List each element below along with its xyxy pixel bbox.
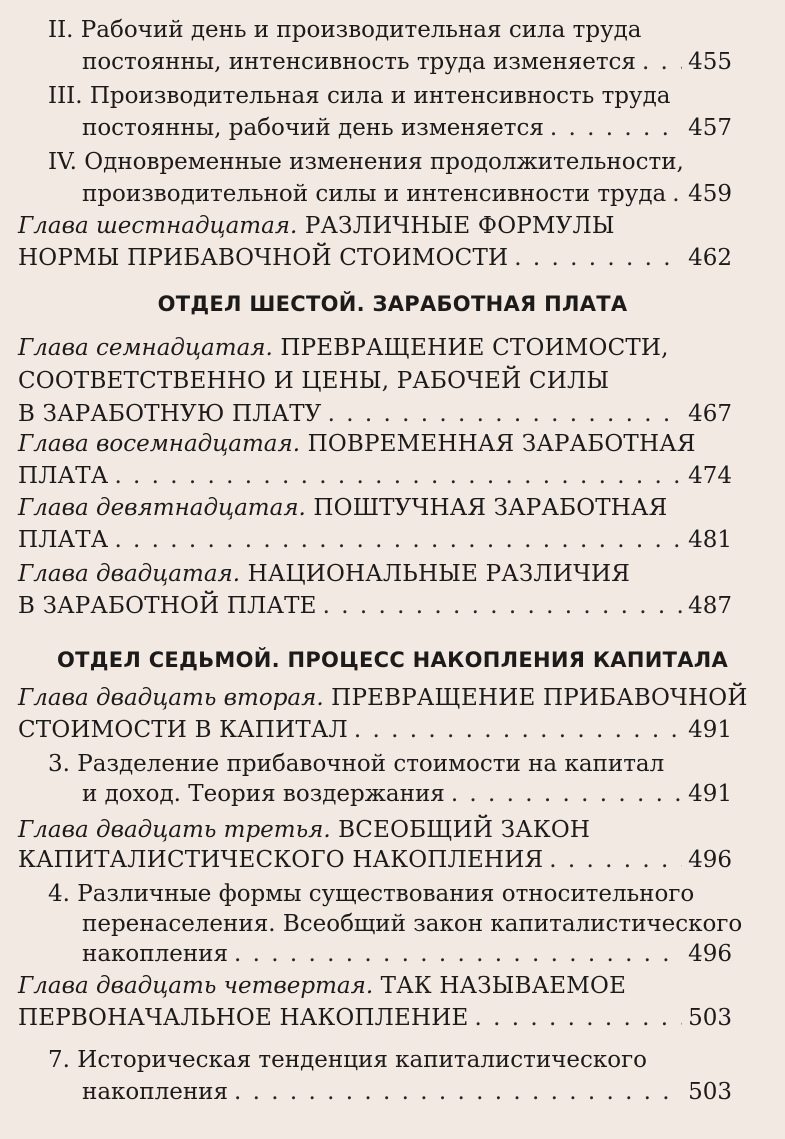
toc-entry-text: и доход. Теория воздержания	[82, 781, 445, 807]
dot-leader	[514, 240, 682, 276]
page-number: 474	[688, 463, 732, 489]
chapter-title-line	[18, 968, 626, 1004]
toc-entry-text: производительной силы и интенсивности труда	[82, 181, 667, 207]
chapter-title: ПРЕВРАЩЕНИЕ ПРИБАВОЧНОЙ	[323, 685, 748, 711]
chapter-title: ПОШТУЧНАЯ ЗАРАБОТНАЯ	[305, 495, 668, 521]
page-number: 481	[688, 527, 732, 553]
dot-leader	[549, 842, 682, 878]
page-number: 459	[688, 181, 732, 207]
chapter-title-line	[18, 680, 748, 716]
chapter-title: НАЦИОНАЛЬНЫЕ РАЗЛИЧИЯ	[240, 561, 631, 587]
dot-leader	[451, 776, 682, 812]
page-number: 491	[688, 781, 732, 807]
toc-entry-text: КАПИТАЛИСТИЧЕСКОГО НАКОПЛЕНИЯ	[18, 847, 544, 873]
chapter-label: Глава двадцать третья.	[18, 817, 331, 843]
toc-entry-last-line	[18, 240, 732, 276]
toc-entry-last-line	[82, 110, 732, 146]
dot-leader	[114, 522, 682, 558]
toc-entry-line: 4. Различные формы существования относительного	[48, 881, 695, 907]
toc-entry-line: II. Рабочий день и производительная сила труда	[48, 17, 642, 43]
dot-leader	[354, 712, 682, 748]
toc-entry-text: НОРМЫ ПРИБАВОЧНОЙ СТОИМОСТИ	[18, 245, 509, 271]
dot-leader	[672, 176, 682, 212]
chapter-label: Глава девятнадцатая.	[18, 495, 306, 521]
toc-entry-line: III. Производительная сила и интенсивность труда	[48, 83, 671, 109]
dot-leader	[475, 1000, 683, 1036]
section-heading: ОТДЕЛ СЕДЬМОЙ. ПРОЦЕСС НАКОПЛЕНИЯ КАПИТАЛА	[56, 648, 729, 672]
toc-entry-last-line	[82, 44, 732, 80]
toc-entry-text: ПЛАТА	[18, 463, 109, 489]
toc-entry-line: IV. Одновременные изменения продолжительности,	[48, 149, 684, 175]
toc-entry-last-line	[18, 588, 732, 624]
chapter-label: Глава восемнадцатая.	[18, 431, 301, 457]
toc-entry-last-line	[82, 176, 732, 212]
toc-entry-text: постоянны, интенсивность труда изменяется	[82, 49, 636, 75]
dot-leader	[642, 44, 682, 80]
chapter-label: Глава двадцать вторая.	[18, 685, 324, 711]
toc-entry-last-line	[82, 936, 732, 972]
toc-entry-line: 7. Историческая тенденция капиталистического	[48, 1047, 648, 1073]
toc-entry-last-line	[18, 712, 732, 748]
page-number: 491	[688, 717, 732, 743]
dot-leader	[550, 110, 682, 146]
page-number: 503	[688, 1005, 732, 1031]
chapter-title-line: СООТВЕТСТВЕННО И ЦЕНЫ, РАБОЧЕЙ СИЛЫ	[18, 368, 610, 394]
toc-entry-text: накопления	[82, 941, 228, 967]
page-number: 457	[688, 115, 732, 141]
toc-entry-last-line	[18, 1000, 732, 1036]
toc-entry-text: ПЕРВОНАЧАЛЬНОЕ НАКОПЛЕНИЕ	[18, 1005, 469, 1031]
page-number: 467	[688, 401, 732, 427]
chapter-label: Глава двадцатая.	[18, 561, 241, 587]
section-heading: ОТДЕЛ ШЕСТОЙ. ЗАРАБОТНАЯ ПЛАТА	[157, 292, 628, 316]
toc-entry-line: перенаселения. Всеобщий закон капиталистического	[82, 911, 743, 937]
chapter-title: ПРЕВРАЩЕНИЕ СТОИМОСТИ,	[272, 335, 669, 361]
page-number: 496	[688, 847, 732, 873]
page-number: 462	[688, 245, 732, 271]
toc-entry-text: СТОИМОСТИ В КАПИТАЛ	[18, 717, 348, 743]
chapter-title: РАЗЛИЧНЫЕ ФОРМУЛЫ	[297, 213, 615, 239]
dot-leader	[234, 1074, 682, 1110]
dot-leader	[323, 588, 682, 624]
page-number: 503	[688, 1079, 732, 1105]
toc-entry-text: В ЗАРАБОТНУЮ ПЛАТУ	[18, 401, 322, 427]
page-number: 455	[688, 49, 732, 75]
page-number: 496	[688, 941, 732, 967]
chapter-title: ВСЕОБЩИЙ ЗАКОН	[330, 817, 591, 843]
page-number: 487	[688, 593, 732, 619]
toc-entry-last-line	[18, 458, 732, 494]
toc-entry-last-line	[18, 522, 732, 558]
chapter-title: ПОВРЕМЕННАЯ ЗАРАБОТНАЯ	[300, 431, 696, 457]
toc-entry-text: ПЛАТА	[18, 527, 109, 553]
chapter-title: ТАК НАЗЫВАЕМОЕ	[373, 973, 627, 999]
toc-entry-last-line	[82, 776, 732, 812]
toc-entry-last-line	[82, 1074, 732, 1110]
chapter-title-line	[18, 426, 696, 462]
dot-leader	[114, 458, 682, 494]
chapter-label: Глава шестнадцатая.	[18, 213, 298, 239]
toc-entry-line: 3. Разделение прибавочной стоимости на капитал	[48, 751, 665, 777]
chapter-title-line	[18, 330, 669, 366]
toc-entry-last-line	[18, 842, 732, 878]
toc-entry-text: накопления	[82, 1079, 228, 1105]
dot-leader	[234, 936, 682, 972]
chapter-label: Глава двадцать четвертая.	[18, 973, 374, 999]
chapter-title-line	[18, 208, 615, 244]
toc-entry-text: постоянны, рабочий день изменяется	[82, 115, 544, 141]
chapter-title-line	[18, 490, 667, 526]
toc-entry-text: В ЗАРАБОТНОЙ ПЛАТЕ	[18, 593, 317, 619]
chapter-title-line	[18, 556, 630, 592]
chapter-label: Глава семнадцатая.	[18, 335, 273, 361]
